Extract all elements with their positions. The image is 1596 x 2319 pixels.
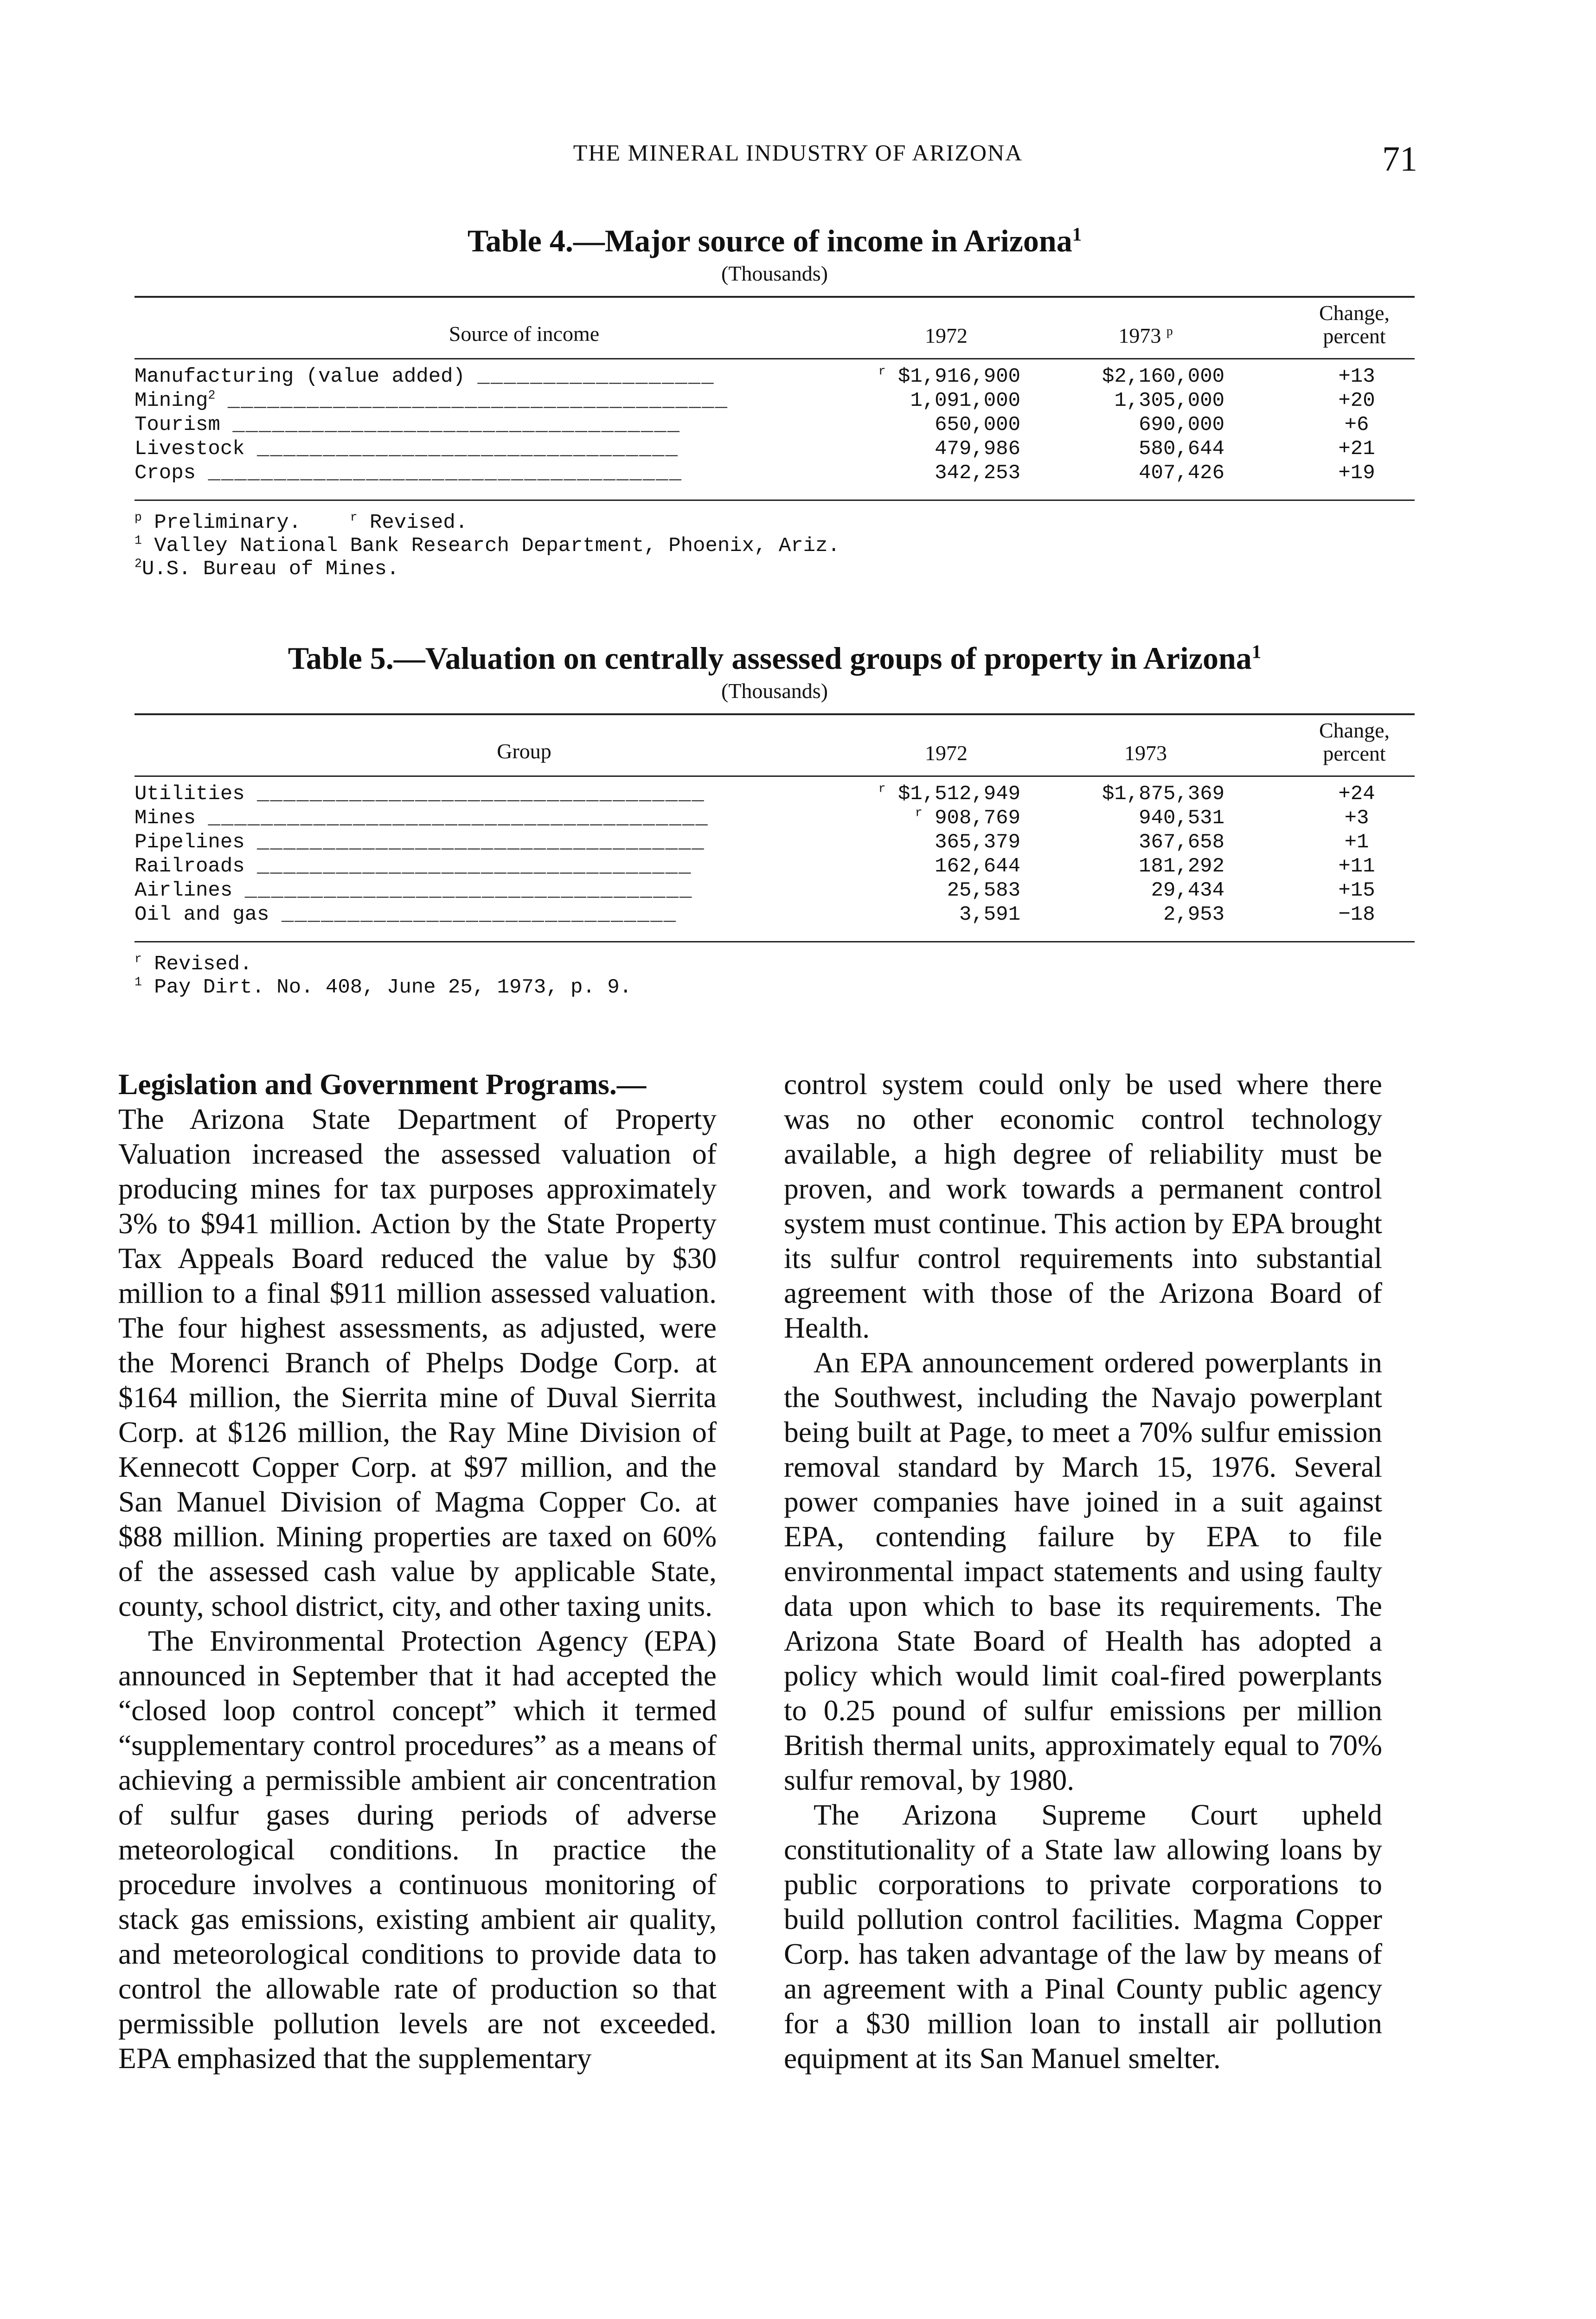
column-header: Change, percent	[1319, 301, 1390, 348]
table-row: Railroads _________________________________ 162,644 181,292 +11	[135, 855, 1375, 878]
table-4-title: Table 4.—Major source of income in Arizona$^1$	[467, 223, 1082, 258]
table-row: Utilities __________________________________ $^r$ $1,512,949 $1,875,369 +24	[135, 782, 1375, 806]
paragraph: An EPA announcement ordered powerplants in the Southwest, including the Navajo powerplant being built at Page, to meet a 70% sulfur emission removal standard by March 15, 1976. Several power companies have joined in a suit against EPA, contending failure by EPA to file environmental impact statements and using faulty data upon which to base its requirements. The Arizona State Board of Health has adopted a policy which would limit coal-fired powerplants to 0.25 pound of sulfur emissions per million British thermal units, approximately equal to 70% sulfur removal, by 1980.	[784, 1346, 1382, 1796]
paragraph: The Arizona State Department of Property Valuation increased the assessed valuation of producing mines for tax purposes approximately 3% to $941 million. Action by the State Property Tax Appeals Board reduced the value by $30 million to a final $911 million assessed valuation. The four highest assessments, as adjusted, were the Morenci Branch of Phelps Dodge Corp. at $164 million, the Sierrita mine of Duval Sierrita Corp. at $126 million, the Ray Mine Division of Kennecott Copper Corp. at $97 million, and the San Manuel Division of Magma Copper Co. at $88 million. Mining properties are taxed on 60% of the assessed cash value by applicable State, county, school district, city, and other taxing units.	[118, 1102, 717, 1622]
paragraph: The Arizona Supreme Court upheld constitutionality of a State law allowing loans by public corporations to private corporations to build pollution control facilities. Magma Copper Corp. has taken advantage of the law by means of an agreement with a Pinal County public agency for a $30 million loan to install air pollution equipment at its San Manuel smelter.	[784, 1798, 1382, 2075]
column-header: 1972	[925, 324, 968, 347]
section-heading: Legislation and Government Programs.—	[118, 1068, 647, 1101]
right-column	[784, 1067, 1382, 2076]
table-5-title: Table 5.—Valuation on centrally assessed groups of property in Arizona$^1$	[288, 641, 1262, 676]
table-5-header	[135, 715, 1415, 775]
paragraph: control system could only be used where there was no other economic control technology available, a high degree of reliability must be proven, and work towards a permanent control system must continue. This action by EPA brought its sulfur control requirements into substantial agreement with those of the Arizona Board of Health.	[784, 1068, 1382, 1344]
running-head: THE MINERAL INDUSTRY OF ARIZONA	[573, 140, 1023, 166]
table-row: Oil and gas ______________________________ 3,591 2,953 −18	[135, 903, 1375, 926]
column-header: 1973 $^p$	[1118, 323, 1173, 347]
table-row: Pipelines __________________________________ 365,379 367,658 +1	[135, 831, 1369, 854]
table-row: Mining$^2$ ______________________________________ 1,091,000 1,305,000 +20	[135, 389, 1375, 412]
page-number: 71	[1382, 140, 1417, 179]
table-row: Manufacturing (value added) __________________ $^r$ $1,916,900 $2,160,000 +13	[135, 364, 1375, 388]
table-row: Crops ____________________________________ 342,253 407,426 +19	[135, 461, 1375, 485]
table-row: Mines ______________________________________ $^r$ 908,769 940,531 +3	[135, 806, 1369, 830]
table-5-subtitle: (Thousands)	[721, 679, 828, 703]
paragraph: The Environmental Protection Agency (EPA) announced in September that it had accepted the “closed loop control concept” which it termed “supplementary control procedures” as a means of achieving a permissible ambient air concentration of sulfur gases during periods of adverse meteorological conditions. In practice the procedure involves a continuous monitoring of stack gas emissions, existing ambient air quality, and meteorological conditions to provide data to control the allowable rate of production so that permissible pollution levels are not exceeded. EPA emphasized that the supplementary	[118, 1624, 717, 2075]
table-row: Airlines __________________________________ 25,583 29,434 +15	[135, 879, 1375, 902]
left-column	[118, 1067, 717, 2076]
column-header: Group	[497, 739, 551, 763]
column-header: Change, percent	[1319, 718, 1390, 765]
table-4	[135, 223, 1415, 581]
table-row: Livestock ________________________________ 479,986 580,644 +21	[135, 437, 1375, 461]
column-header: 1972	[925, 741, 968, 765]
table-4-footnotes: $^p$ Preliminary. $^r$ Revised. $^1$ Valley National Bank Research Department, Phoenix, Ariz. $^2$U.S. Bureau of Mines.	[135, 510, 840, 581]
table-5-footnotes: $^r$ Revised. $^1$ Pay Dirt. No. 408, June 25, 1973, p. 9.	[135, 952, 632, 999]
column-header: Source of income	[449, 322, 600, 346]
column-header: 1973	[1124, 741, 1167, 765]
table-5	[135, 640, 1415, 999]
table-4-header	[135, 298, 1415, 358]
table-row: Tourism __________________________________ 650,000 690,000 +6	[135, 413, 1369, 436]
table-4-subtitle: (Thousands)	[721, 262, 828, 285]
